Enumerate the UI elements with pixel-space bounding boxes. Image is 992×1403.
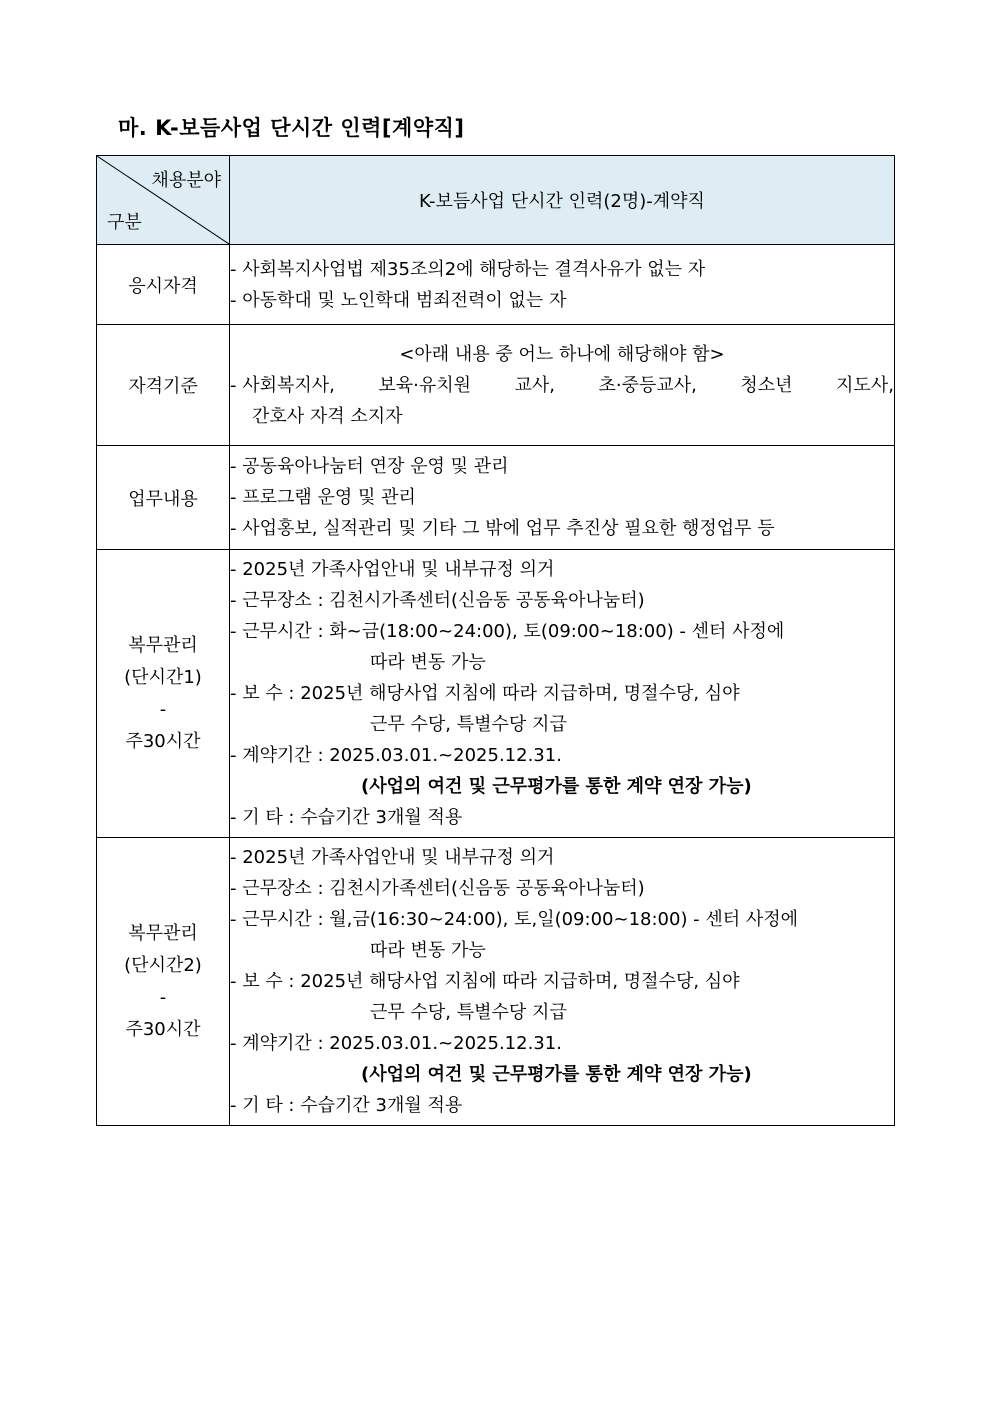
recruitment-table (96, 155, 895, 1126)
hours-cont-line: 따라 변동 가능 (370, 652, 486, 673)
qualification-item: 지도사, (836, 374, 894, 396)
basis-line: - 2025년 가족사업안내 및 내부규정 의거 (230, 847, 555, 868)
qualification-item: - 사회복지사, (230, 374, 335, 396)
hours-line: - 근무시간 : 화~금(18:00~24:00), 토(09:00~18:00) - 센터 사정에 (230, 621, 785, 642)
row-label-service2 (97, 838, 230, 1126)
row-label-qualification: 자격기준 (97, 325, 230, 446)
pay-cont-line: 근무 수당, 특별수당 지급 (370, 1002, 567, 1023)
label-line: (단시간2) (124, 954, 202, 976)
pay-line: - 보 수 : 2025년 해당사업 지침에 따라 지급하며, 명절수당, 심야 (230, 971, 740, 992)
label-line: - (159, 698, 167, 720)
row-label-eligibility: 응시자격 (97, 245, 230, 325)
row-label-duties: 업무내용 (97, 446, 230, 550)
label-line: - (159, 986, 167, 1008)
header-position-title: K-보듬사업 단시간 인력(2명)-계약직 (230, 156, 895, 245)
qualification-item: 청소년 (740, 374, 793, 396)
row-label-service1 (97, 550, 230, 838)
period-line: - 계약기간 : 2025.03.01.~2025.12.31. (230, 1033, 562, 1054)
label-line: (단시간1) (124, 666, 202, 688)
header-diagonal-cell (97, 156, 230, 245)
row-content-eligibility (230, 245, 895, 325)
pay-line: - 보 수 : 2025년 해당사업 지침에 따라 지급하며, 명절수당, 심야 (230, 683, 740, 704)
table-header-row (97, 156, 895, 245)
period-note: (사업의 여건 및 근무평가를 통한 계약 연장 가능) (361, 776, 752, 797)
qualification-heading: <아래 내용 중 어느 하나에 해당해야 함> (399, 343, 725, 365)
list-item: - 프로그램 운영 및 관리 (230, 487, 416, 508)
qualification-item: 보육·유치원 (378, 374, 472, 396)
table-row (97, 838, 895, 1126)
label-line: 주30시간 (125, 1018, 201, 1040)
table-row (97, 446, 895, 550)
hours-cont-line: 따라 변동 가능 (370, 940, 486, 961)
table-row (97, 325, 895, 446)
table-row (97, 550, 895, 838)
list-item: - 아동학대 및 노인학대 범죄전력이 없는 자 (230, 289, 567, 311)
qualification-item: 초·중등교사, (598, 374, 697, 396)
row-content-service2 (230, 838, 895, 1126)
label-line: 복무관리 (128, 634, 198, 656)
header-field-label: 채용분야 (151, 170, 221, 191)
qualification-line (230, 370, 894, 401)
row-content-service1 (230, 550, 895, 838)
qualification-item: 교사, (514, 374, 556, 396)
row-content-qualification (230, 325, 895, 446)
place-line: - 근무장소 : 김천시가족센터(신음동 공동육아나눔터) (230, 590, 645, 611)
page-title: 마. K-보듬사업 단시간 인력[계약직] (118, 116, 465, 140)
label-line: 주30시간 (125, 730, 201, 752)
list-item: - 사업홍보, 실적관리 및 기타 그 밖에 업무 추진상 필요한 행정업무 등 (230, 518, 775, 539)
hours-line: - 근무시간 : 월,금(16:30~24:00), 토,일(09:00~18:00) - 센터 사정에 (230, 909, 799, 930)
period-note: (사업의 여건 및 근무평가를 통한 계약 연장 가능) (361, 1064, 752, 1085)
place-line: - 근무장소 : 김천시가족센터(신음동 공동육아나눔터) (230, 878, 645, 899)
list-item: - 공동육아나눔터 연장 운영 및 관리 (230, 456, 509, 477)
etc-line: - 기 타 : 수습기간 3개월 적용 (230, 807, 463, 828)
row-content-duties (230, 446, 895, 550)
period-line: - 계약기간 : 2025.03.01.~2025.12.31. (230, 745, 562, 766)
etc-line: - 기 타 : 수습기간 3개월 적용 (230, 1095, 463, 1116)
label-line: 복무관리 (128, 922, 198, 944)
qualification-line-cont: 간호사 자격 소지자 (252, 405, 403, 427)
header-category-label: 구분 (107, 212, 142, 233)
table-row (97, 245, 895, 325)
list-item: - 사회복지사업법 제35조의2에 해당하는 결격사유가 없는 자 (230, 258, 706, 280)
pay-cont-line: 근무 수당, 특별수당 지급 (370, 714, 567, 735)
basis-line: - 2025년 가족사업안내 및 내부규정 의거 (230, 559, 555, 580)
